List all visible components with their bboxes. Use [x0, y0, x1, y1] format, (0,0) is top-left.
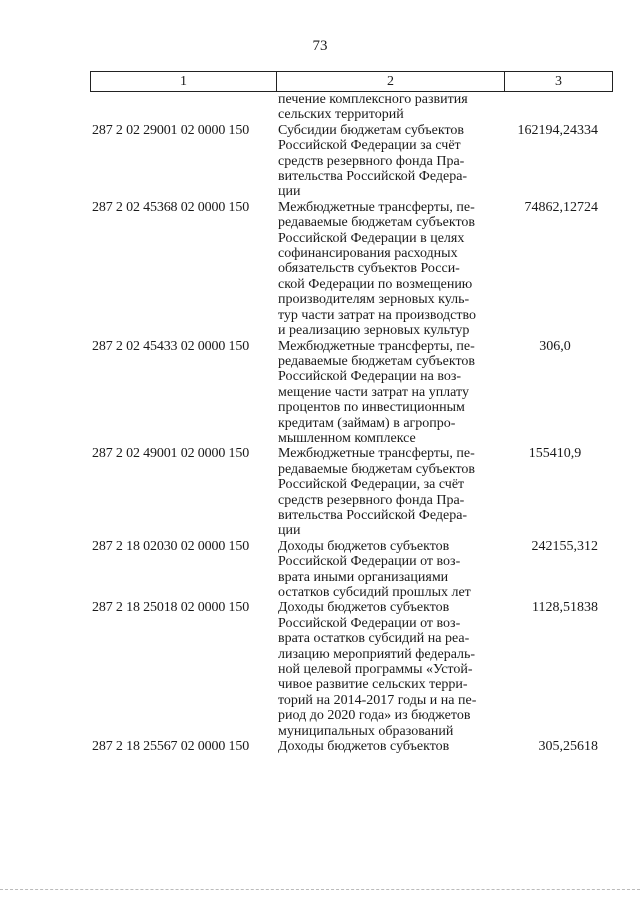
continuation-row — [92, 92, 612, 123]
desc-line: мышленном комплексе — [278, 430, 416, 446]
amount: 155410,9 — [528, 446, 582, 462]
desc-line: мещение части затрат на уплату — [278, 384, 469, 400]
desc-line: редаваемые бюджетам субъектов — [278, 461, 475, 477]
desc-line: Российской Федерации, за счёт — [278, 477, 465, 493]
desc-line: Российской Федерации в целях — [278, 230, 465, 246]
desc-line: лизацию мероприятий федераль- — [278, 646, 476, 662]
desc-line: Субсидии бюджетам субъектов — [278, 122, 465, 138]
income-code: 287 2 02 45433 02 0000 150 — [92, 338, 250, 354]
desc-line: средств резервного фонда Пра- — [278, 153, 465, 169]
table-row — [92, 123, 612, 200]
desc-line: процентов по инвестиционным — [278, 400, 465, 416]
income-code: 287 2 02 29001 02 0000 150 — [92, 122, 250, 138]
desc-line: врата остатков субсидий на реа- — [278, 631, 470, 647]
desc-line: Российской Федерации за счёт — [278, 138, 461, 154]
desc-line: печение комплексного развития — [278, 92, 468, 107]
amount: 74862,12724 — [524, 199, 598, 215]
continuation-text — [278, 92, 498, 123]
desc-line: врата иными организациями — [278, 569, 449, 585]
desc-line: Доходы бюджетов субъектов — [278, 739, 450, 755]
desc-line: Межбюджетные трансферты, пе- — [278, 338, 475, 354]
amount: 1128,51838 — [532, 600, 598, 616]
desc-line: Российской Федерации от воз- — [278, 615, 461, 631]
desc-line: средств резервного фонда Пра- — [278, 492, 465, 508]
desc-line: риод до 2020 года» из бюджетов — [278, 708, 471, 724]
desc-line: вительства Российской Федера- — [278, 169, 468, 185]
desc-line: тур части затрат на производство — [278, 307, 476, 323]
desc-line: ской Федерации по возмещению — [278, 276, 473, 292]
desc-line: Российской Федерации от воз- — [278, 554, 461, 570]
amount: 306,0 — [539, 338, 571, 354]
scan-edge-line — [0, 889, 640, 890]
income-description — [278, 539, 498, 601]
desc-line: Российской Федерации на воз- — [278, 369, 462, 385]
desc-line: ции — [278, 184, 301, 200]
income-description — [278, 339, 498, 447]
desc-line: ной целевой программы «Устой- — [278, 662, 473, 678]
page-number: 73 — [312, 38, 328, 54]
header-column-2: 2 — [277, 72, 505, 91]
income-description — [278, 123, 498, 200]
income-code: 287 2 02 45368 02 0000 150 — [92, 199, 250, 215]
income-code: 287 2 18 02030 02 0000 150 — [92, 538, 250, 554]
table-row — [92, 600, 612, 739]
amount: 242155,312 — [531, 538, 598, 554]
desc-line: сельских территорий — [278, 107, 404, 123]
income-code: 287 2 02 49001 02 0000 150 — [92, 446, 250, 462]
income-code: 287 2 18 25018 02 0000 150 — [92, 600, 250, 616]
desc-line: вительства Российской Федера- — [278, 507, 468, 523]
desc-line: кредитам (займам) в агропро- — [278, 415, 456, 431]
desc-line: редаваемые бюджетам субъектов — [278, 215, 475, 231]
table-header — [90, 71, 613, 92]
desc-line: остатков субсидий прошлых лет — [278, 585, 471, 600]
table-row — [92, 739, 612, 754]
income-description — [278, 600, 498, 739]
income-description — [278, 739, 498, 754]
income-description — [278, 446, 498, 538]
table-row — [92, 539, 612, 601]
table-body — [92, 92, 612, 754]
table-row — [92, 339, 612, 447]
desc-line: и реализацию зерновых культур — [278, 323, 470, 339]
desc-line: Межбюджетные трансферты, пе- — [278, 446, 475, 462]
desc-line: Межбюджетные трансферты, пе- — [278, 199, 475, 215]
desc-line: ции — [278, 523, 301, 539]
desc-line: обязательств субъектов Росси- — [278, 261, 460, 277]
income-description — [278, 200, 498, 339]
amount: 162194,24334 — [517, 122, 598, 138]
income-code: 287 2 18 25567 02 0000 150 — [92, 739, 250, 755]
desc-line: Доходы бюджетов субъектов — [278, 600, 450, 616]
desc-line: муниципальных образований — [278, 723, 454, 739]
table-row — [92, 200, 612, 339]
desc-line: Доходы бюджетов субъектов — [278, 538, 450, 554]
desc-line: производителям зерновых куль- — [278, 292, 470, 308]
header-column-1: 1 — [91, 72, 277, 91]
desc-line: торий на 2014-2017 годы и на пе- — [278, 692, 477, 708]
amount: 305,25618 — [538, 739, 598, 755]
desc-line: редаваемые бюджетам субъектов — [278, 353, 475, 369]
header-column-3: 3 — [555, 74, 562, 89]
desc-line: софинансирования расходных — [278, 246, 458, 262]
desc-line: чивое развитие сельских терри- — [278, 677, 468, 693]
table-row — [92, 446, 612, 538]
